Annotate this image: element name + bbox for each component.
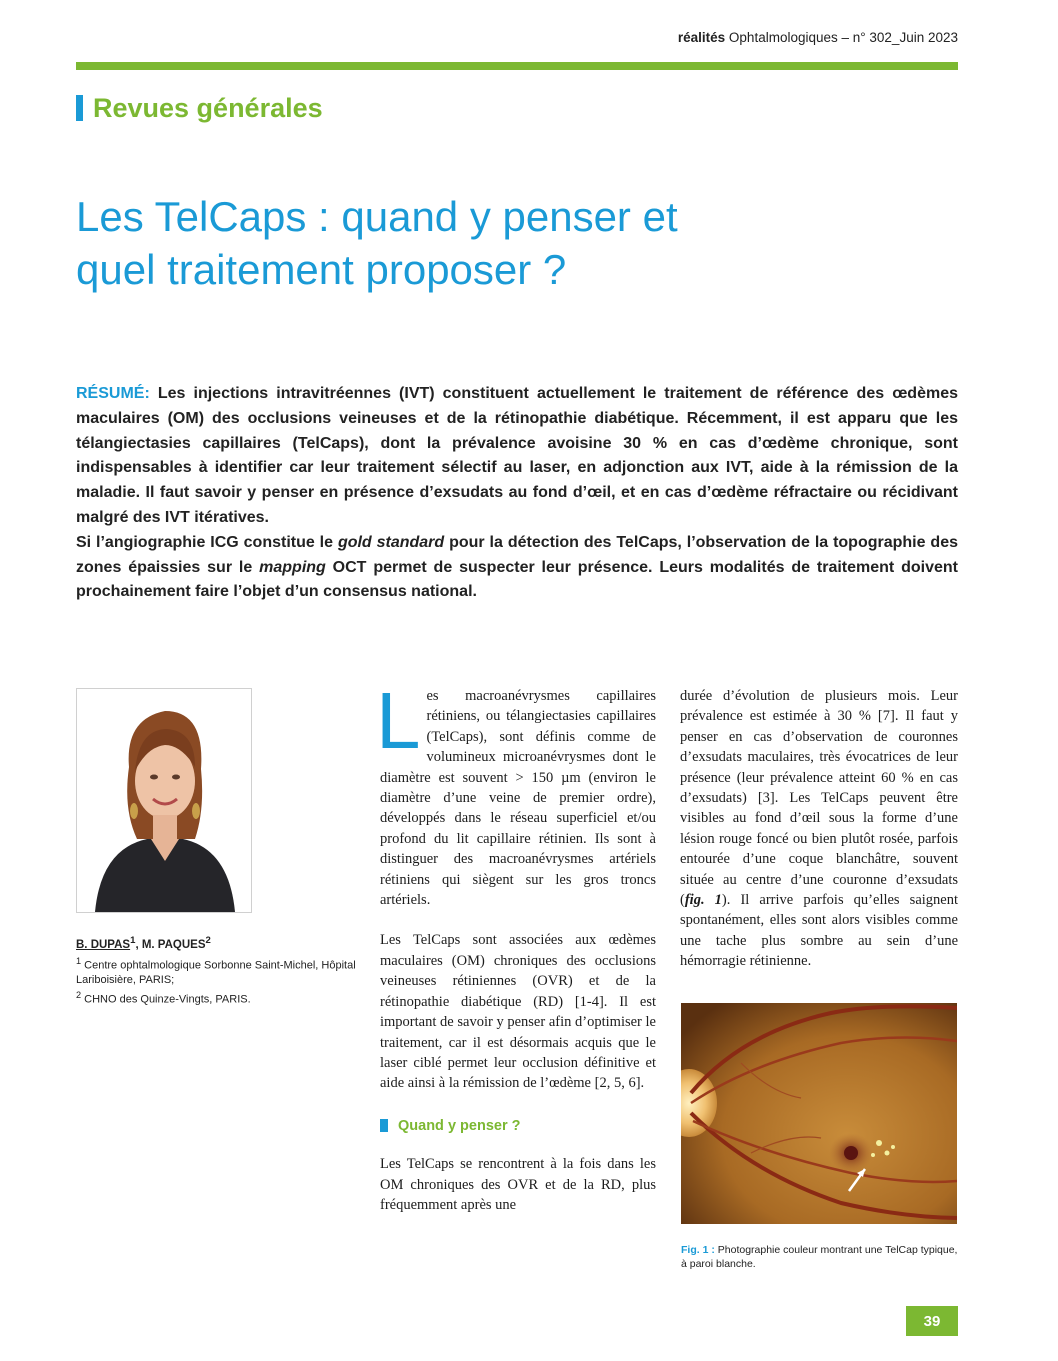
body-paragraph-4 [680, 686, 958, 972]
section-rubric [76, 92, 323, 124]
running-header [640, 30, 958, 45]
title-line-2: quel traitement proposer ? [76, 246, 567, 293]
issue-info: Ophtalmologiques – n° 302_Juin 2023 [725, 30, 958, 45]
author-portrait-image [77, 689, 251, 912]
header-rule [76, 62, 958, 70]
abstract-text-1: Les injections intravitréennes (IVT) constituent actuellement le traitement de référence des œdèmes maculaires (OM) des occlusions veineuses et de la rétinopathie diabétique. Récemment, il est apparu que les télangiectasies capillaires (TelCaps), dont la prévalence avoisine 30 % en cas d’œdème chronique, sont indispensables à identifier car leur traitement sélectif au laser, en adjonction aux IVT, aide à la rémission de la maladie. Il faut savoir y penser en présence d’exsudats au fond d’œil, et en cas d’œdème réfractaire ou récidivant malgré des IVT itératives. [76, 385, 958, 526]
figure-reference: fig. 1 [684, 892, 722, 909]
body-column-1 [376, 676, 656, 1215]
affiliation-2-text: CHNO des Quinze-Vingts, PARIS. [81, 994, 251, 1007]
caption-text: Photographie couleur montrant une TelCap typique, à paroi blanche. [681, 1244, 958, 1270]
abstract-emphasis-1: gold standard [337, 533, 445, 551]
drop-cap: L [376, 676, 421, 765]
abstract [76, 382, 958, 605]
body-paragraph-1-text: es macroanévrysmes capillaires rétiniens, ou télangiectasies capillaires (TelCaps), sont définis comme de volumineux microanévrysmes dont le diamètre est souvent > 150 µm (environ le diamètre d’une veine de premier ordre), développés dans le réseau superficiel et/ou profond du lit capillaire rétinien. Ils sont à distinguer des macroanévrysmes artériels rétiniens qui siègent sur les gros troncs artériels. [380, 688, 656, 909]
body-paragraph-1 [376, 676, 656, 910]
subheading-marker [380, 1119, 388, 1132]
body-paragraph-3: Les TelCaps se rencontrent à la fois dans les OM chroniques des OVR et de la RD, plus fréquemment après une [380, 1156, 656, 1213]
figure-1-fundus-photo [681, 1003, 957, 1224]
affiliation-1 [76, 954, 356, 989]
body-paragraph-2: Les TelCaps sont associées aux œdèmes maculaires (OM) chroniques des occlusions veineuses rétiniennes (OVR) et de la rétinopathie diabétique (RD) [1-4]. Il est important de savoir y penser afin d’optimiser le traitement, car il est désormais acquis que le laser ciblé permet leur occlusion définitive et aide ainsi à la rémission de l’œdème [2, 5, 6]. [380, 932, 656, 1092]
abstract-text-2a: Si l’angiographie ICG constitue le [76, 533, 338, 551]
abstract-paragraph-2 [76, 531, 958, 605]
author-1: B. DUPAS [76, 938, 131, 951]
author-names [76, 933, 356, 953]
abstract-emphasis-2: mapping [259, 558, 326, 576]
subheading [380, 1116, 656, 1136]
body-paragraph-4-end: ). Il arrive parfois qu’elles saignent spontanément, elles sont alors visibles comme une tache plus sombre au sein d’une hémorragie rétinienne. [680, 892, 958, 970]
article-title [76, 190, 896, 296]
rubric-label: Revues générales [93, 92, 323, 123]
title-line-1: Les TelCaps : quand y penser et [76, 193, 678, 240]
page-number: 39 [906, 1306, 958, 1336]
rubric-marker [76, 95, 83, 121]
abstract-text-2c: OCT permet de suspecter leur présence. Leurs modalités de traitement doivent prochainement faire l’objet d’un consensus national. [76, 558, 959, 601]
affiliation-2 [76, 988, 356, 1008]
journal-name: réalités [677, 30, 726, 45]
affiliation-2-sup: 2 [76, 990, 82, 1001]
abstract-lead: RÉSUMÉ: [76, 385, 150, 402]
body-paragraph-4-text: durée d’évolution de plusieurs mois. Leur prévalence est estimée à 30 % [7]. Il faut y penser en cas d’observation de couronnes d’exsudats maculaires, très évocatrices de leur présence (leur prévalence atteint 60 % en cas d’exsudats) [3]. Les TelCaps peuvent être visibles au fond d’œil sous la forme d’une lésion rouge foncé ou bien plutôt rosée, parfois entourée d’une coque blanchâtre, souvent située au centre d’une couronne d’exsudats ( [680, 688, 958, 909]
body-column-2 [680, 686, 958, 972]
abstract-paragraph-1 [76, 382, 958, 531]
subheading-label: Quand y penser ? [398, 1117, 521, 1134]
affiliation-1-sup: 1 [76, 955, 82, 966]
affiliation-1-text: Centre ophtalmologique Sorbonne Saint-Michel, Hôpital Lariboisière, PARIS; [76, 959, 356, 987]
author-1-sup: 1 [130, 935, 136, 946]
author-photo [76, 688, 252, 913]
author-2: , M. PAQUES [135, 938, 206, 951]
fundus-image [681, 1003, 957, 1224]
paragraph-gap [380, 910, 656, 930]
abstract-text-2b: pour la détection des TelCaps, l’observation de la topographie des zones épaissies sur le [76, 533, 958, 576]
author-block [76, 933, 356, 1008]
author-2-sup: 2 [205, 935, 211, 946]
figure-caption [681, 1243, 959, 1271]
caption-label: Fig. 1 : [681, 1244, 715, 1256]
